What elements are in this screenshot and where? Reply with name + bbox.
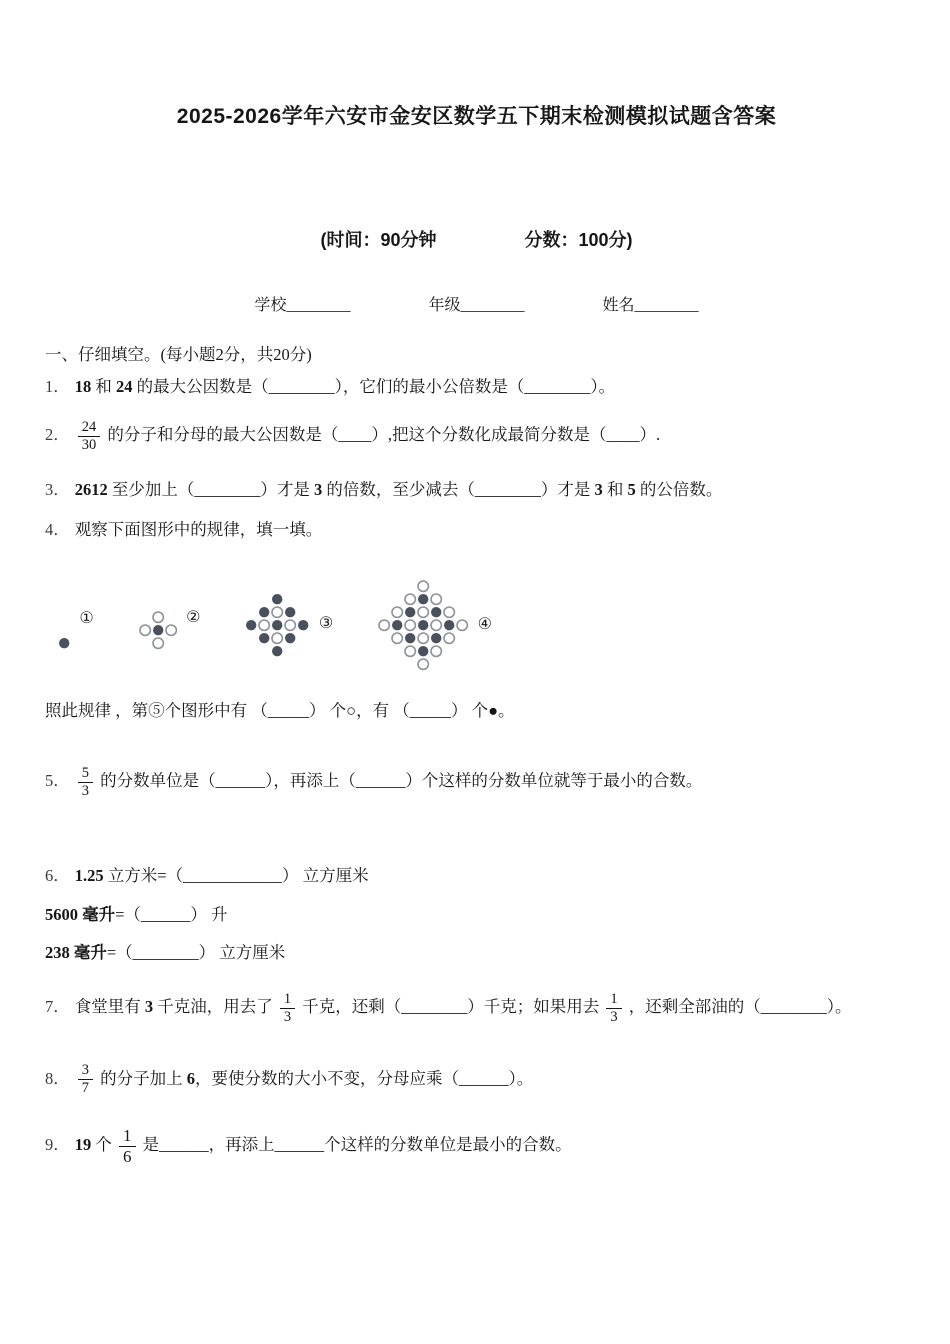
pattern-figures-row <box>57 566 908 684</box>
text-run: 的分子加上 <box>96 1068 187 1088</box>
text-run: 238 毫升 <box>45 943 107 963</box>
fraction: $\frac{3}{7}$ <box>78 1063 93 1096</box>
question-2-number: 2． <box>45 425 70 445</box>
question-7-text <box>74 990 852 1026</box>
question-6 <box>45 863 908 889</box>
question-8 <box>45 1063 908 1096</box>
dot-pattern-svg <box>57 636 71 650</box>
text-run: 个 <box>91 1134 116 1154</box>
question-9-text <box>74 1125 572 1166</box>
text-run: 食堂里有 <box>74 997 145 1017</box>
text-run: 3 <box>314 480 323 499</box>
question-1 <box>45 374 908 400</box>
score-label: 分数：100分) <box>524 230 633 250</box>
student-info-line <box>45 292 908 315</box>
text-run: =（________） 立方厘米 <box>106 943 286 963</box>
text-run: 和 <box>91 377 116 396</box>
text-run: 千克油，用去了 <box>153 997 277 1017</box>
text-run: 1.25 <box>74 866 104 886</box>
text-run: 3 <box>144 997 154 1017</box>
question-4-text <box>75 520 323 539</box>
question-4-number: 4． <box>45 519 70 539</box>
text-run: 3 <box>594 480 603 499</box>
text-run: 5 <box>627 480 636 499</box>
question-6-line-2-text <box>45 905 228 924</box>
grade-blank: 年级________ <box>428 297 525 314</box>
text-run: 的分数单位是（______），再添上（______）个这样的分数单位就等于最小的合数。 <box>96 771 703 791</box>
exam-meta <box>45 226 908 252</box>
text-run: 的倍数，至少减去（________）才是 <box>322 480 595 499</box>
question-6-line-3-text <box>45 943 285 962</box>
fraction: $\frac{1}{3}$ <box>280 992 295 1025</box>
question-5-text <box>75 764 703 799</box>
question-3 <box>45 477 908 503</box>
question-4-rule-text <box>45 701 515 720</box>
pattern-figure-1 <box>57 600 94 650</box>
question-1-text <box>75 377 615 396</box>
fraction: $\frac{1}{6}$ <box>119 1127 136 1166</box>
figure-label: ③ <box>318 615 334 633</box>
text-run: ，要使分数的大小不变，分母应乘（______）。 <box>195 1068 534 1088</box>
question-5-number: 5． <box>45 771 70 791</box>
question-3-text <box>75 480 723 499</box>
text-run: 18 <box>74 377 92 396</box>
question-3-number: 3． <box>45 480 70 499</box>
question-4-rule-line <box>45 698 908 724</box>
question-5 <box>45 766 908 799</box>
question-1-number: 1． <box>45 377 70 396</box>
text-run: 观察下面图形中的规律，填一填。 <box>74 519 323 539</box>
text-run: 的公倍数。 <box>635 480 723 499</box>
question-8-text <box>75 1062 534 1097</box>
text-run: =（______） 升 <box>115 904 228 924</box>
text-run: 的分子和分母的最大公因数是（____）,把这个分数化成最简分数是（____）. <box>103 425 661 445</box>
pattern-figure-3 <box>244 592 333 658</box>
pattern-figure-4 <box>377 579 492 671</box>
figure-label: ④ <box>477 616 492 634</box>
text-run: 2612 <box>74 480 108 499</box>
question-2-text <box>75 418 661 453</box>
text-run: 6 <box>186 1068 195 1088</box>
question-6-line-2 <box>45 902 908 928</box>
question-6-number: 6． <box>45 866 70 886</box>
time-label: (时间：90分钟 <box>320 230 437 250</box>
text-run: 至少加上（________）才是 <box>107 480 314 499</box>
text-run: 千克，还剩（________）千克；如果用去 <box>298 997 604 1017</box>
question-2 <box>45 420 908 453</box>
fraction: $\frac{24}{30}$ <box>78 420 101 453</box>
question-8-number: 8． <box>45 1068 70 1088</box>
text-run: 19 <box>74 1134 92 1154</box>
text-run: 24 <box>116 377 133 396</box>
fraction: $\frac{1}{3}$ <box>606 992 621 1025</box>
text-run: ，还剩全部油的（________）。 <box>624 997 852 1017</box>
question-9-number: 9． <box>45 1134 70 1154</box>
pattern-figure-2 <box>138 600 201 650</box>
question-6-line-3 <box>45 940 908 966</box>
text-run: 是______，再添上______个这样的分数单位是最小的合数。 <box>138 1134 572 1154</box>
question-9 <box>45 1127 908 1166</box>
text-run: 照此规律 ，第⑤个图形中有 （_____） 个○，有 （_____） 个●。 <box>45 701 515 721</box>
name-blank: 姓名________ <box>602 297 699 314</box>
dot-pattern-svg <box>138 610 178 650</box>
text-run: 的最大公因数是（________），它们的最小公倍数是（________）。 <box>132 377 616 396</box>
figure-label: ② <box>186 609 201 627</box>
question-4 <box>45 517 908 543</box>
question-7-number: 7． <box>45 997 70 1017</box>
text-run: 和 <box>602 480 628 499</box>
dot-pattern-svg <box>377 579 469 671</box>
text-run: 立方米=（____________） 立方厘米 <box>103 866 369 886</box>
question-7 <box>45 992 908 1025</box>
question-6-line-1 <box>75 866 369 885</box>
text-run: 5600 毫升 <box>45 904 116 924</box>
fraction: $\frac{5}{3}$ <box>78 766 93 799</box>
dot-pattern-svg <box>244 592 310 658</box>
section-1-header: 一、仔细填空。(每小题2分，共20分) <box>45 345 312 364</box>
school-blank: 学校________ <box>254 297 351 314</box>
page-title: 2025-2026学年六安市金安区数学五下期末检测模拟试题含答案 <box>176 105 777 128</box>
figure-label: ① <box>79 610 94 628</box>
